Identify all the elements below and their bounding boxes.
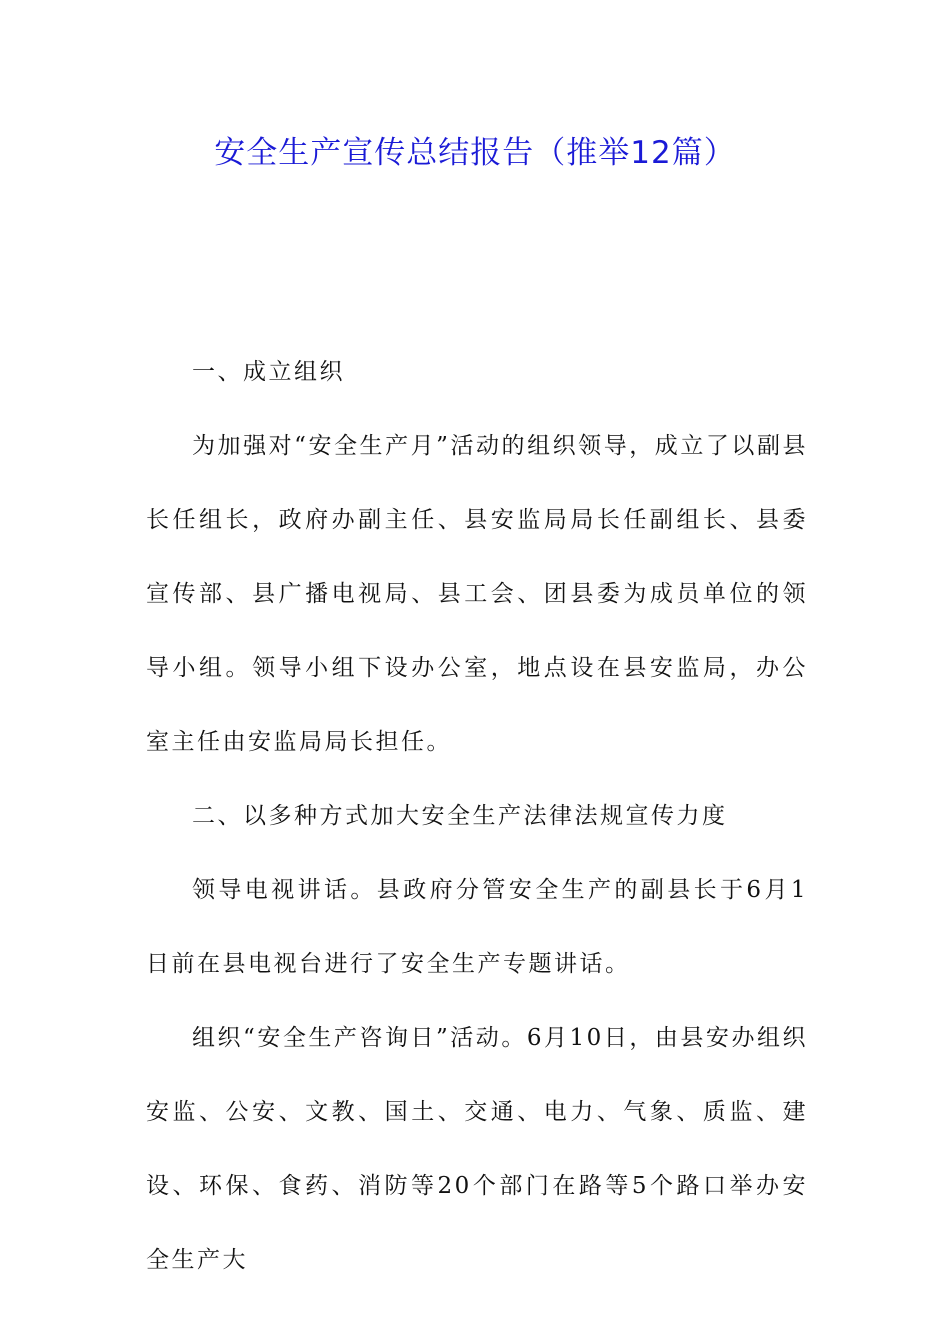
paragraph-organization: 为加强对“安全生产月”活动的组织领导，成立了以副县长任组长，政府办副主任、县安监局局长任副组长、县委宣传部、县广播电视局、县工会、团县委为成员单位的领导小组。领导小组下设办公室，地点设在县安监局，办公室主任由安监局局长担任。: [146, 433, 808, 755]
document-title: 安全生产宣传总结报告（推举12篇）: [214, 135, 736, 171]
section-heading-2: 二、以多种方式加大安全生产法律法规宣传力度: [192, 803, 728, 829]
document-body: [146, 335, 808, 1297]
section-heading-1: 一、成立组织: [192, 359, 345, 385]
paragraph-consultation-day: 组织“安全生产咨询日”活动。6月10日，由县安办组织安监、公安、文教、国土、交通、电力、气象、质监、建设、环保、食药、消防等20个部门在路等5个路口举办安全生产大: [146, 1025, 808, 1273]
paragraph-tv-speech: 领导电视讲话。县政府分管安全生产的副县长于6月1日前在县电视台进行了安全生产专题讲话。: [146, 877, 808, 977]
